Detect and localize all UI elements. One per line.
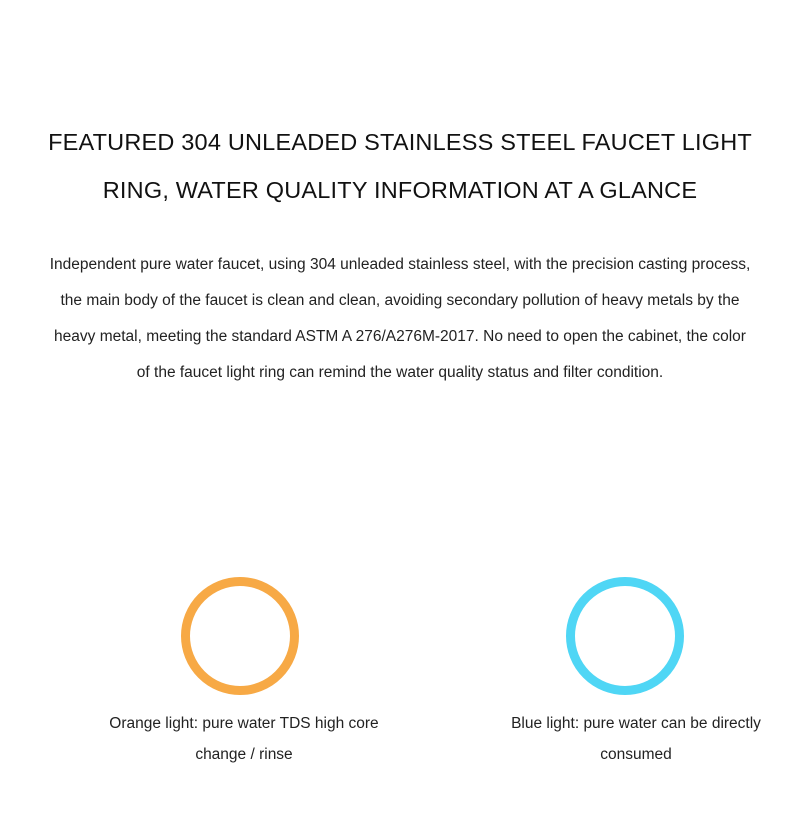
description-line-1: Independent pure water faucet, using 304 unleaded stainless steel, with the precision casting process, — [49, 256, 751, 273]
description-line-2: the main body of the faucet is clean and clean, avoiding secondary pollution of heavy metals by the — [60, 292, 740, 309]
page-title — [0, 118, 800, 214]
orange-light-caption-line-1: Orange light: pure water TDS high core — [109, 715, 379, 732]
blue-light-caption-line-2: consumed — [600, 746, 672, 763]
description-paragraph — [0, 247, 800, 391]
page-title-line-1: FEATURED 304 UNLEADED STAINLESS STEEL FAUCET LIGHT — [48, 129, 752, 155]
orange-light-caption-line-2: change / rinse — [195, 746, 293, 763]
blue-light-ring-icon — [566, 577, 684, 695]
description-line-3: heavy metal, meeting the standard ASTM A 276/A276M-2017. No need to open the cabinet, the color — [54, 328, 746, 345]
orange-light-ring-icon — [181, 577, 299, 695]
blue-light-caption-line-1: Blue light: pure water can be directly — [511, 715, 761, 732]
page-title-line-2: RING, WATER QUALITY INFORMATION AT A GLANCE — [102, 177, 698, 203]
description-line-4: of the faucet light ring can remind the water quality status and filter condition. — [136, 364, 664, 381]
orange-light-caption — [84, 708, 404, 770]
blue-light-caption — [476, 708, 796, 770]
